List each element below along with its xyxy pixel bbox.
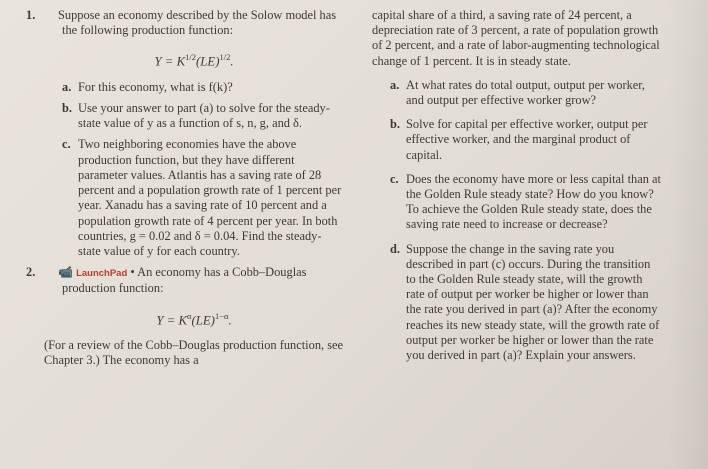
problem-2-part-b: b. Solve for capital per effective worker, output per effective worker, and the marginal product of capital. <box>390 117 648 162</box>
launchpad-label: LaunchPad <box>76 268 128 280</box>
left-column <box>26 8 344 368</box>
problem-2-part-c: c. Does the economy have more or less capital than at the Golden Rule steady state? How do you know? To achieve the Golden Rule steady state, does the saving rate need to increase or decrease? <box>390 171 661 232</box>
problem-1-equation: $Y = K^{1/2}(LE)^{1/2}$. <box>154 52 234 69</box>
problem-2-review: (For a review of the Cobb–Douglas production function, see Chapter 3.) The economy has a <box>44 337 344 368</box>
problem-2-part-d: d. Suppose the change in the saving rate you described in part (c) occurs. During the transition to the Golden Rule steady state, will the growth rate of output per worker be higher or lower than the rate you derived in part (a)? After the economy reaches its new steady state, will the growth rate of output per worker be higher or lower than the rate you derived in part (a)? Explain your answers. <box>390 241 660 363</box>
right-column <box>372 8 662 363</box>
problem-1-intro-text: Suppose an economy described by the Solow model has the following production function: <box>58 8 337 38</box>
problem-1-part-a: a. For this economy, what is f(k)? <box>62 79 233 94</box>
problem-2-equation: $Y = K^\alpha(LE)^{1-\alpha}$. <box>156 310 232 327</box>
launchpad-icon: 📹 <box>58 265 73 280</box>
problem-1-intro <box>26 8 344 38</box>
problem-2-part-a: a. At what rates do total output, output per worker, and output per effective worker grow? <box>390 77 646 108</box>
problem-1-number: 1. <box>26 8 36 22</box>
problem-2-number: 2. <box>26 265 36 280</box>
problem-2-intro: 2. 📹 LaunchPad • An economy has a Cobb–Douglas production function: <box>26 265 307 296</box>
problem-1-part-c: c. Two neighboring economies have the above production function, but they have different parameter values. Atlantis has a saving rate of 28 percent and a population growth rate of 1 percent per year. Xanadu has a saving rate of 10 percent and a population growth rate of 4 percent per year. In both countries, g = 0.02 and δ = 0.04. Find the steady-state value of y for each country. <box>62 137 342 258</box>
page-shadow <box>668 0 708 469</box>
problem-2-continued: capital share of a third, a saving rate of 24 percent, a depreciation rate of 3 percent, a rate of population growth of 2 percent, and a rate of labor-augmenting technological change of 1 percent. It is in steady state. <box>372 8 660 68</box>
problem-1-part-b: b. Use your answer to part (a) to solve for the steady-state value of y as a function of s, n, g, and δ. <box>62 101 330 131</box>
